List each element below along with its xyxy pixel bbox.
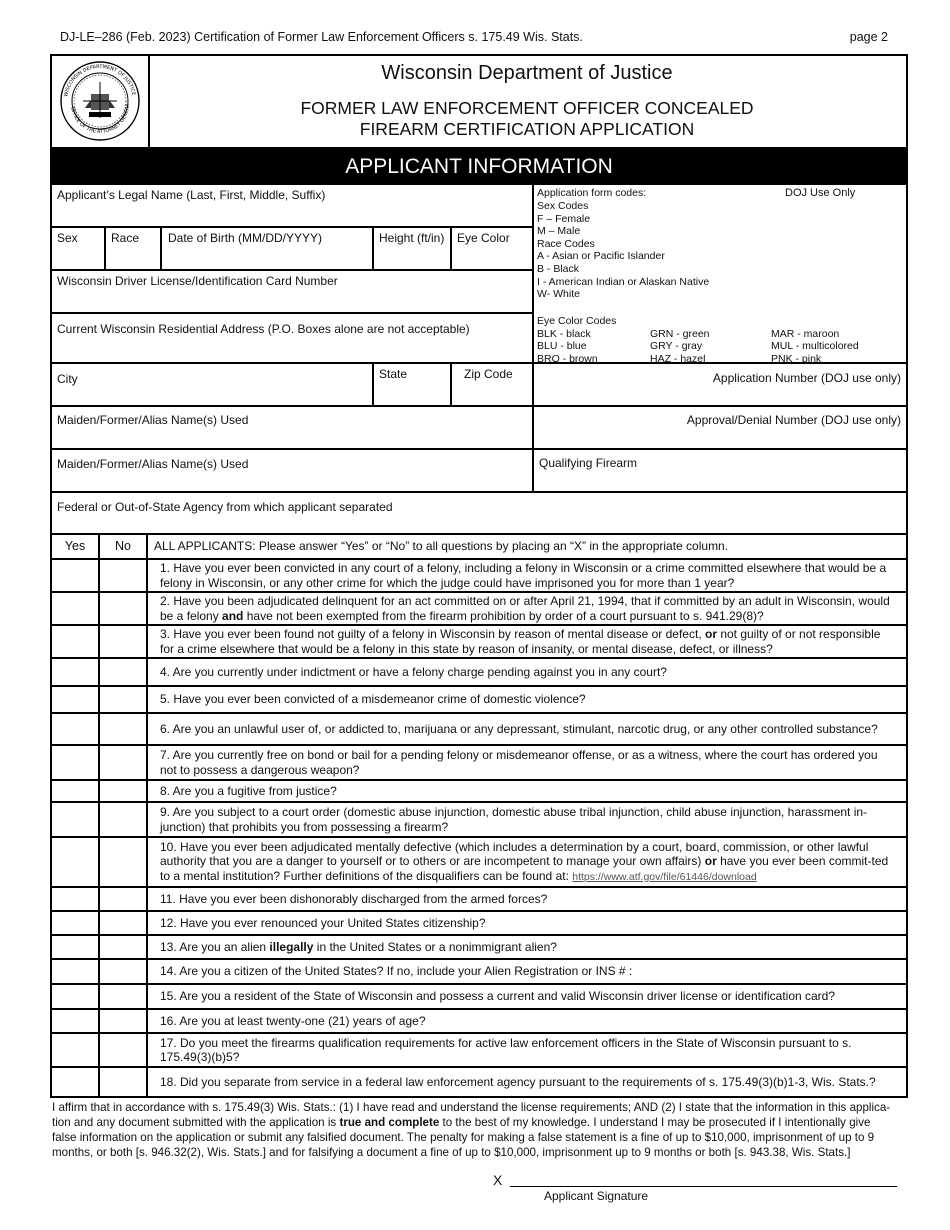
title-block (52, 56, 906, 149)
question-row-12 (52, 910, 906, 934)
eye-color-field[interactable]: Eye Color (452, 228, 534, 271)
question-row-3 (52, 624, 906, 657)
eye-code-blu: BLU - blue (537, 340, 587, 353)
question-17: 17. Do you meet the firearms qualification requirements for active law enforcement officers in the State of Wisconsin pursuant to s. 175.49(3)(b)5? (160, 1035, 852, 1064)
no-column-header: No (100, 535, 148, 558)
doj-seal-icon (59, 60, 141, 142)
question-row-8 (52, 779, 906, 801)
legal-name-field[interactable]: Applicant’s Legal Name (Last, First, Middle, Suffix) (52, 185, 534, 228)
page-number: page 2 (849, 30, 888, 44)
q12-no-box[interactable] (100, 912, 148, 934)
seal-cell (52, 56, 150, 147)
sex-codes-heading: Sex Codes (537, 200, 589, 212)
question-8: 8. Are you a fugitive from justice? (160, 783, 337, 798)
q6-yes-box[interactable] (52, 714, 100, 744)
questions-header-row (52, 533, 906, 558)
questions-table (52, 533, 906, 1096)
question-row-11 (52, 886, 906, 910)
state-field[interactable]: State (374, 364, 452, 407)
eye-codes-col2 (650, 328, 710, 366)
q16-no-box[interactable] (100, 1010, 148, 1032)
height-field[interactable]: Height (ft/in) (374, 228, 452, 271)
q13-no-box[interactable] (100, 936, 148, 958)
question-row-16 (52, 1008, 906, 1032)
question-12: 12. Have you ever renounced your United States citizenship? (160, 915, 486, 930)
question-10: 10. Have you ever been adjudicated mentally defective (which includes a determination by a court, board, commission, or other lawful authority that you are a danger to yourself or to others or are incompetent to manage your own affairs) or have you ever been commit-ted to a mental institution? Further definitions of the disqualifiers can be found at: https://www.atf.gov/file/61446/download (160, 839, 889, 883)
q14-no-box[interactable] (100, 960, 148, 983)
question-row-4 (52, 657, 906, 685)
q8-yes-box[interactable] (52, 781, 100, 801)
q1-no-box[interactable] (100, 560, 148, 591)
q7-yes-box[interactable] (52, 746, 100, 779)
question-1: 1. Have you ever been convicted in any court of a felony, including a felony in Wisconsin or a crime committed elsewhere that would be a felony in Wisconsin, or any other crime for which the judge could have imprisoned you for more than 1 year? (160, 561, 887, 590)
question-row-13 (52, 934, 906, 958)
question-row-10 (52, 836, 906, 886)
question-5: 5. Have you ever been convicted of a misdemeanor crime of domestic violence? (160, 692, 586, 707)
q3-no-box[interactable] (100, 626, 148, 657)
question-row-5 (52, 685, 906, 712)
maiden-name-field-2[interactable]: Maiden/Former/Alias Name(s) Used (52, 450, 534, 493)
q4-yes-box[interactable] (52, 659, 100, 685)
eye-code-mar: MAR - maroon (771, 327, 840, 340)
sex-code-f: F – Female (537, 212, 591, 225)
question-row-18 (52, 1066, 906, 1096)
question-11: 11. Have you ever been dishonorably discharged from the armed forces? (160, 891, 548, 906)
eye-codes-col3 (771, 328, 859, 366)
agency-title: Wisconsin Department of Justice (381, 62, 673, 84)
q7-no-box[interactable] (100, 746, 148, 779)
questions-instruction: ALL APPLICANTS: Please answer “Yes” or “No” to all questions by placing an “X” in the appropriate column. (154, 539, 729, 554)
q9-yes-box[interactable] (52, 803, 100, 836)
city-field[interactable]: City (52, 364, 374, 407)
eye-code-grn: GRN - green (650, 327, 710, 340)
question-row-6 (52, 712, 906, 744)
race-code-i: I - American Indian or Alaskan Native (537, 275, 710, 288)
q2-no-box[interactable] (100, 593, 148, 624)
question-row-7 (52, 744, 906, 779)
signature-label: Applicant Signature (544, 1189, 649, 1203)
q15-yes-box[interactable] (52, 985, 100, 1008)
question-4: 4. Are you currently under indictment or have a felony charge pending against you in any court? (160, 664, 667, 679)
applicant-info-grid (52, 185, 906, 533)
q6-no-box[interactable] (100, 714, 148, 744)
eye-code-mul: MUL - multicolored (771, 340, 859, 353)
question-row-1 (52, 558, 906, 591)
q4-no-box[interactable] (100, 659, 148, 685)
question-13: 13. Are you an alien illegally in the United States or a nonimmigrant alien? (160, 939, 557, 954)
dl-number-field[interactable]: Wisconsin Driver License/Identification Card Number (52, 271, 534, 314)
eye-code-blk: BLK - black (537, 327, 591, 340)
question-14: 14. Are you a citizen of the United States? If no, include your Alien Registration or INS # : (160, 964, 633, 979)
codes-panel (534, 185, 906, 364)
affirmation-text: I affirm that in accordance with s. 175.49(3) Wis. Stats.: (1) I have read and understand the license requirements; AND (2) I state that the information in this applica-tion and any document submitted with the application is true and complete to the best of my knowledge. I understand I may be prosecuted if I intentionally give false information on the application or submit any falsified document. The penalty for making a false statement is a fine of up to $10,000, imprisonment of up to 9 months, or both [s. 946.32(2), Wis. Stats.] and for falsifying a document a fine of up to $10,000, imprisonment up to 9 months or both [s. 943.38, Wis. Stats.] (52, 1101, 891, 1159)
doj-use-only: DOJ Use Only (785, 187, 856, 199)
q11-yes-box[interactable] (52, 888, 100, 910)
q11-no-box[interactable] (100, 888, 148, 910)
question-row-2 (52, 591, 906, 624)
q10-yes-box[interactable] (52, 838, 100, 886)
q9-no-box[interactable] (100, 803, 148, 836)
q3-yes-box[interactable] (52, 626, 100, 657)
form-title-line1: FORMER LAW ENFORCEMENT OFFICER CONCEALED (300, 98, 754, 118)
q5-yes-box[interactable] (52, 687, 100, 712)
sex-code-m: M – Male (537, 225, 581, 238)
question-3: 3. Have you ever been found not guilty of a felony in Wisconsin by reason of mental disease or defect, or not guilty of or not responsible for a crime elsewhere that would be a felony in this state by reason of insanity, or mental disease, defect, or illness? (160, 627, 881, 656)
q18-yes-box[interactable] (52, 1068, 100, 1096)
sex-field[interactable]: Sex (52, 228, 106, 271)
q8-no-box[interactable] (100, 781, 148, 801)
qualifying-firearm-field[interactable]: Qualifying Firearm (534, 450, 906, 493)
q15-no-box[interactable] (100, 985, 148, 1008)
form-title-line2: FIREARM CERTIFICATION APPLICATION (359, 119, 695, 139)
question-2: 2. Have you been adjudicated delinquent for an act committed on or after April 21, 1994, that if committed by an adult in Wisconsin, would be a felony and have not been exempted from the firearm prohibition by order of a court pursuant to s. 941.29(8)? (160, 594, 890, 623)
question-16: 16. Are you at least twenty-one (21) years of age? (160, 1013, 426, 1028)
yes-column-header: Yes (52, 535, 100, 558)
q14-yes-box[interactable] (52, 960, 100, 983)
question-row-9 (52, 801, 906, 836)
form-id: DJ-LE–286 (Feb. 2023) Certification of Former Law Enforcement Officers s. 175.49 Wis. Stats. (60, 30, 583, 44)
question-18: 18. Did you separate from service in a federal law enforcement agency pursuant to the requirements of s. 175.49(3)(b)1-3, Wis. Stats.? (160, 1074, 876, 1089)
codes-heading: Application form codes: (537, 187, 647, 199)
question-row-17 (52, 1032, 906, 1066)
race-field[interactable]: Race (106, 228, 162, 271)
question-6: 6. Are you an unlawful user of, or addicted to, marijuana or any depressant, stimulant, narcotic drug, or any other controlled substance? (160, 721, 878, 736)
maiden-name-field-1[interactable]: Maiden/Former/Alias Name(s) Used (52, 407, 534, 450)
q17-yes-box[interactable] (52, 1034, 100, 1066)
address-field[interactable]: Current Wisconsin Residential Address (P.O. Boxes alone are not acceptable) (52, 314, 534, 364)
q13-yes-box[interactable] (52, 936, 100, 958)
question-row-15 (52, 983, 906, 1008)
q10-no-box[interactable] (100, 838, 148, 886)
q17-no-box[interactable] (100, 1034, 148, 1066)
question-9: 9. Are you subject to a court order (domestic abuse injunction, domestic abuse tribal injunction, child abuse injunction, harassment in-junction) that prohibits you from possessing a firearm? (160, 805, 868, 834)
application-number-field[interactable]: Application Number (DOJ use only) (534, 364, 906, 407)
race-codes-heading: Race Codes (537, 237, 595, 250)
race-code-b: B - Black (537, 262, 580, 275)
eye-codes-heading: Eye Color Codes (537, 315, 617, 327)
signature-x: X (493, 1172, 503, 1188)
race-code-w: W- White (537, 288, 580, 301)
atf-definitions-link[interactable]: https://www.atf.gov/file/61446/download (572, 870, 757, 883)
eye-code-pnk: PNK - pink (771, 352, 822, 365)
svg-text:WISCONSIN DEPARTMENT OF JUSTIC: WISCONSIN DEPARTMENT OF JUSTICE (63, 63, 137, 98)
q16-yes-box[interactable] (52, 1010, 100, 1032)
q12-yes-box[interactable] (52, 912, 100, 934)
svg-text:OFFICE OF THE ATTORNEY GENERAL: OFFICE OF THE ATTORNEY GENERA (69, 103, 132, 136)
question-7: 7. Are you currently free on bond or bail for a pending felony or misdemeanor offense, or as a witness, where the court has ordered you not to possess a dangerous weapon? (160, 748, 878, 777)
eye-codes-col1 (537, 315, 616, 365)
q1-yes-box[interactable] (52, 560, 100, 591)
section-header: APPLICANT INFORMATION (52, 149, 906, 185)
zip-field[interactable]: Zip Code (452, 364, 534, 407)
form-frame (50, 54, 908, 1098)
q5-no-box[interactable] (100, 687, 148, 712)
q18-no-box[interactable] (100, 1068, 148, 1096)
race-code-a: A - Asian or Pacific Islander (537, 250, 665, 263)
approval-number-field[interactable]: Approval/Denial Number (DOJ use only) (534, 407, 906, 450)
signature-line[interactable] (510, 1186, 897, 1187)
sex-codes (537, 200, 709, 301)
eye-code-haz: HAZ - hazel (650, 352, 706, 365)
question-row-14 (52, 958, 906, 983)
form-title (148, 98, 906, 140)
question-15: 15. Are you a resident of the State of Wisconsin and possess a current and valid Wisconsin driver license or identification card? (160, 989, 836, 1004)
eye-code-bro: BRO - brown (537, 352, 598, 365)
dob-field[interactable]: Date of Birth (MM/DD/YYYY) (162, 228, 374, 271)
eye-code-gry: GRY - gray (650, 340, 703, 353)
agency-field[interactable]: Federal or Out-of-State Agency from which applicant separated (57, 500, 393, 514)
q2-yes-box[interactable] (52, 593, 100, 624)
